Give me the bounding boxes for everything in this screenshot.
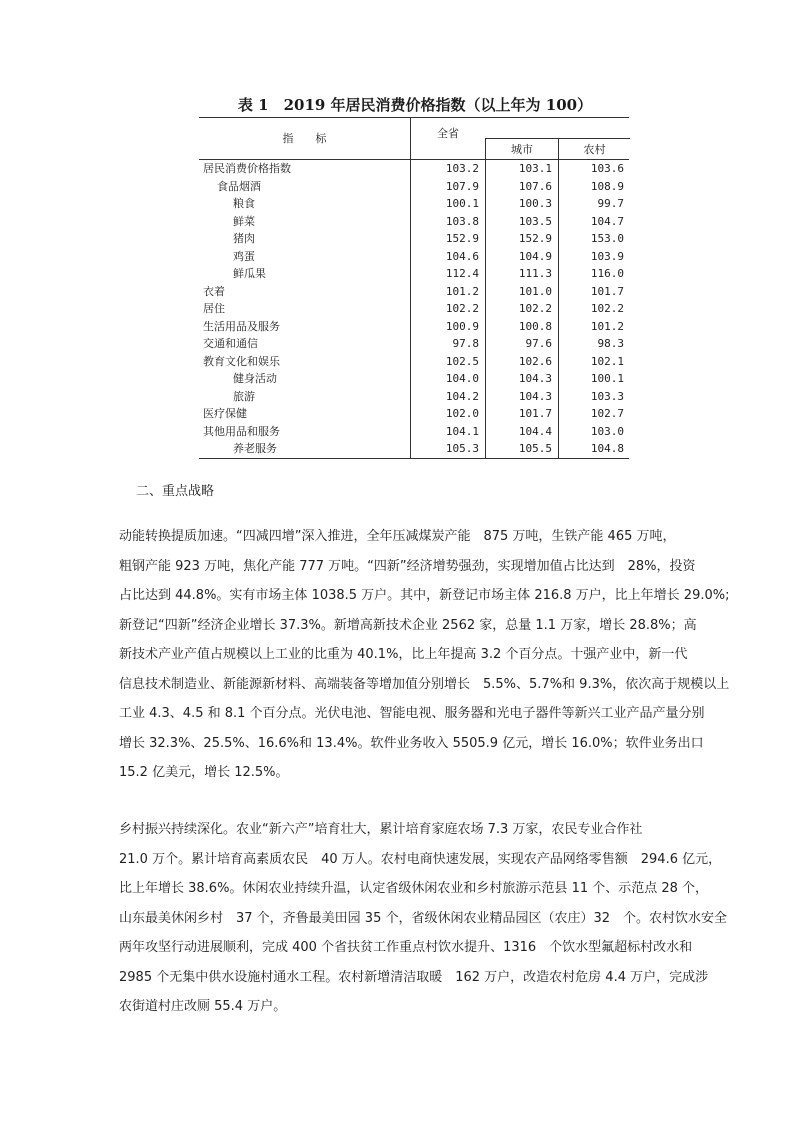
section-heading: 二、重点战略 [136, 484, 215, 499]
value-rural: 103.9 [558, 248, 630, 266]
value-rural: 108.9 [558, 178, 630, 196]
table-row [199, 370, 629, 388]
paragraph-line: 占比达到 44.8%。实有市场主体 1038.5 万户。其中，新登记市场主体 216.8 万户，比上年增长 29.0%; [119, 588, 730, 603]
row-label: 教育文化和娱乐 [203, 354, 280, 368]
value-province: 100.9 [410, 318, 485, 336]
paragraph-line: 信息技术制造业、新能源新材料、高端装备等增加值分别增长 5.5%、5.7%和 9.3%，依次高于规模以上 [119, 676, 730, 692]
table-row [199, 178, 629, 196]
row-label: 居住 [203, 302, 225, 315]
paragraph-line: 两年攻坚行动进展顺利，完成 400 个省扶贫工作重点村饮水提升、1316 个饮水型氟超标村改水和 [119, 940, 693, 955]
value-city: 103.1 [485, 160, 558, 178]
table-row [199, 423, 629, 441]
table-title: 表 1 2019 年居民消费价格指数（以上年为 100） [237, 96, 593, 114]
row-label: 旅游 [233, 389, 255, 403]
value-rural: 100.1 [558, 370, 630, 388]
value-rural: 102.7 [558, 405, 630, 423]
paragraph-line: 农街道村庄改厕 55.4 万户。 [119, 999, 287, 1014]
row-label: 衣着 [203, 284, 225, 298]
row-label: 鸡蛋 [233, 249, 255, 263]
table-row [199, 440, 629, 458]
header-index: 指 标 [282, 132, 327, 145]
value-rural: 103.6 [558, 160, 630, 178]
row-label: 医疗保健 [203, 407, 247, 420]
value-city: 104.4 [485, 423, 558, 441]
value-city: 152.9 [485, 230, 558, 248]
value-province: 104.0 [410, 370, 485, 388]
paragraph-line: 工业 4.3、4.5 和 8.1 个百分点。光伏电池、智能电视、服务器和光电子器件等新兴工业产品产量分别 [119, 706, 705, 721]
row-label: 养老服务 [233, 442, 277, 455]
header-rural: 农村 [558, 138, 630, 160]
row-label: 居民消费价格指数 [203, 162, 291, 175]
value-province: 104.2 [410, 388, 485, 406]
value-province: 104.6 [410, 248, 485, 266]
value-rural: 103.0 [558, 423, 630, 441]
value-city: 103.5 [485, 213, 558, 231]
value-rural: 116.0 [558, 265, 630, 283]
value-city: 101.0 [485, 283, 558, 301]
value-province: 100.1 [410, 195, 485, 213]
paragraph-line: 新技术产业产值占规模以上工业的比重为 40.1%，比上年提高 3.2 个百分点。十强产业中，新一代 [119, 647, 688, 662]
row-label: 交通和通信 [203, 337, 258, 350]
header-city: 城市 [485, 138, 558, 160]
row-label: 生活用品及服务 [203, 319, 280, 333]
value-province: 103.2 [410, 160, 485, 178]
value-rural: 103.3 [558, 388, 630, 406]
table-body [199, 160, 629, 458]
value-city: 107.6 [485, 178, 558, 196]
value-city: 104.9 [485, 248, 558, 266]
table-row [199, 283, 629, 301]
value-rural: 101.7 [558, 283, 630, 301]
paragraph-line: 新登记“四新”经济企业增长 37.3%。新增高新技术企业 2562 家，总量 1.1 万家，增长 28.8%；高 [119, 617, 697, 633]
value-province: 102.0 [410, 405, 485, 423]
row-label: 粮食 [233, 197, 255, 210]
paragraph-line: 2985 个无集中供水设施村通水工程。农村新增清洁取暖 162 万户，改造农村危房 4.4 万户，完成涉 [119, 969, 709, 985]
value-province: 102.5 [410, 353, 485, 371]
value-city: 102.6 [485, 353, 558, 371]
value-province: 112.4 [410, 265, 485, 283]
table-row [199, 195, 629, 213]
table-row [199, 405, 629, 423]
table-row [199, 318, 629, 336]
table-row [199, 213, 629, 231]
paragraph-line: 21.0 万个。累计培育高素质农民 40 万人。农村电商快速发展，实现农产品网络零售额 294.6 亿元， [119, 851, 722, 867]
table-row [199, 335, 629, 353]
value-rural: 98.3 [558, 335, 630, 353]
table-header [199, 118, 629, 160]
value-city: 97.6 [485, 335, 558, 353]
value-province: 97.8 [410, 335, 485, 353]
paragraph-line: 粗钢产能 923 万吨，焦化产能 777 万吨。“四新”经济增势强劲，实现增加值占比达到 28%，投资 [119, 558, 696, 574]
row-label: 其他用品和服务 [203, 424, 280, 438]
value-province: 107.9 [410, 178, 485, 196]
row-label: 猪肉 [233, 232, 255, 245]
value-rural: 153.0 [558, 230, 630, 248]
value-rural: 101.2 [558, 318, 630, 336]
value-rural: 102.2 [558, 300, 630, 318]
paragraph-line: 乡村振兴持续深化。农业“新六产”培育壮大，累计培育家庭农场 7.3 万家，农民专业合作社 [119, 822, 643, 837]
paragraph-rural [119, 815, 728, 1022]
row-label: 鲜瓜果 [233, 267, 266, 280]
value-rural: 99.7 [558, 195, 630, 213]
table-row [199, 353, 629, 371]
value-province: 103.8 [410, 213, 485, 231]
paragraph-momentum [119, 522, 730, 788]
row-label: 食品烟酒 [217, 179, 261, 193]
value-city: 100.8 [485, 318, 558, 336]
paragraph-line: 动能转换提质加速。“四减四增”深入推进，全年压减煤炭产能 875 万吨，生铁产能 465 万吨， [119, 529, 676, 544]
value-rural: 104.7 [558, 213, 630, 231]
table-row [199, 230, 629, 248]
value-rural: 104.8 [558, 440, 630, 458]
value-city: 105.5 [485, 440, 558, 458]
value-city: 102.2 [485, 300, 558, 318]
paragraph-line: 增长 32.3%、25.5%、16.6%和 13.4%。软件业务收入 5505.9 亿元，增长 16.0%；软件业务出口 [119, 735, 704, 751]
value-city: 101.7 [485, 405, 558, 423]
paragraph-line: 山东最美休闲乡村 37 个，齐鲁最美田园 35 个，省级休闲农业精品园区（农庄）32 个。农村饮水安全 [119, 910, 728, 926]
value-province: 105.3 [410, 440, 485, 458]
value-city: 104.3 [485, 388, 558, 406]
value-province: 104.1 [410, 423, 485, 441]
paragraph-line: 比上年增长 38.6%。休闲农业持续升温，认定省级休闲农业和乡村旅游示范县 11 个、示范点 28 个， [119, 881, 709, 896]
value-city: 100.3 [485, 195, 558, 213]
table-row [199, 248, 629, 266]
row-label: 鲜菜 [233, 214, 255, 228]
value-province: 152.9 [410, 230, 485, 248]
value-rural: 102.1 [558, 353, 630, 371]
paragraph-line: 15.2 亿美元，增长 12.5%。 [119, 765, 289, 780]
table-row [199, 160, 629, 178]
value-province: 102.2 [410, 300, 485, 318]
cpi-table [199, 117, 629, 459]
value-city: 104.3 [485, 370, 558, 388]
table-row [199, 265, 629, 283]
row-label: 健身活动 [233, 372, 277, 385]
value-province: 101.2 [410, 283, 485, 301]
table-row [199, 300, 629, 318]
table-row [199, 388, 629, 406]
header-province: 全省 [410, 118, 485, 159]
value-city: 111.3 [485, 265, 558, 283]
